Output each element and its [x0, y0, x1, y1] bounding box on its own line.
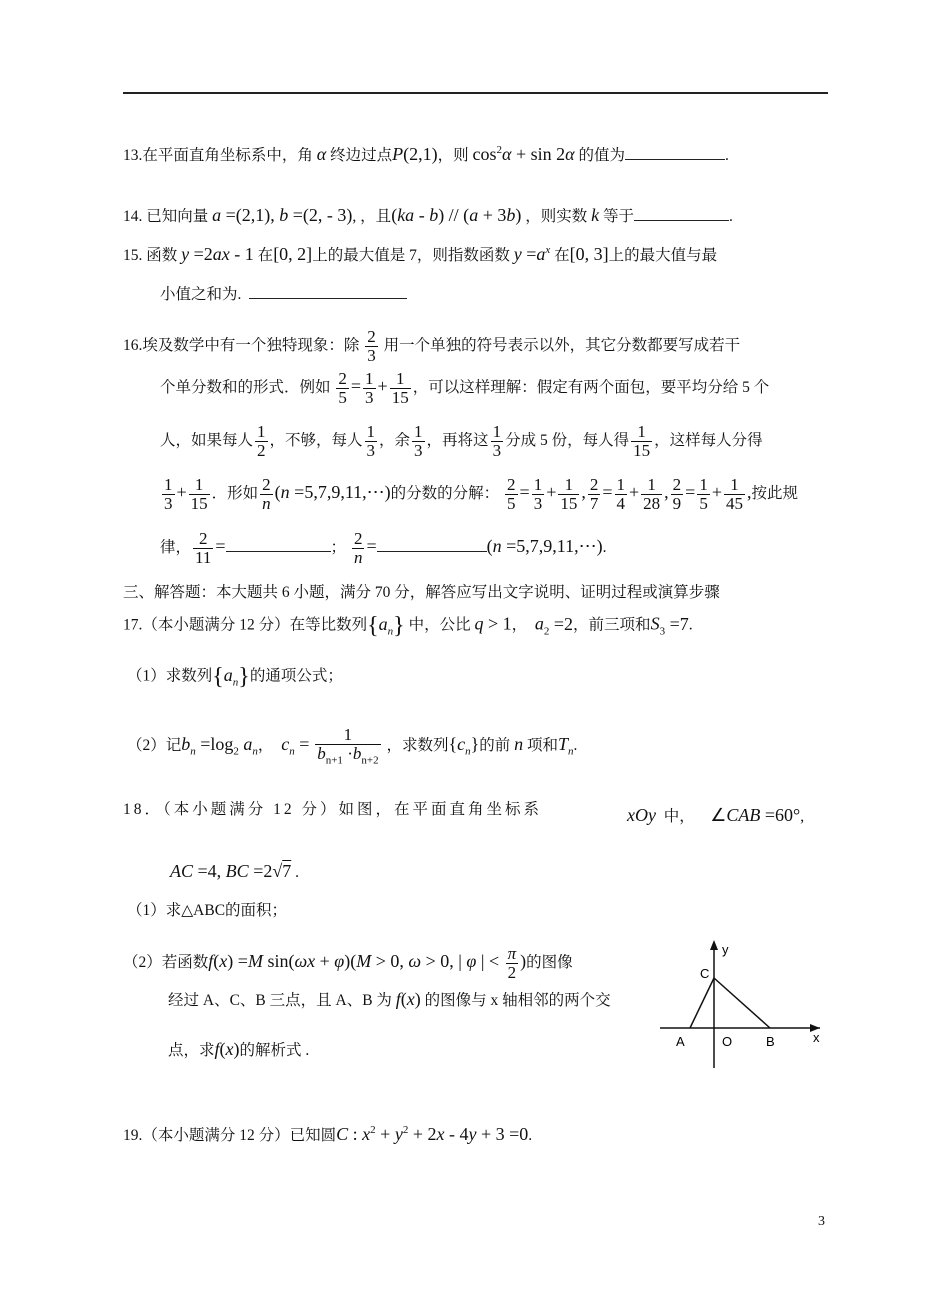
figure-y-label: y — [722, 942, 729, 957]
question-18-part-1: （1）求△ABC的面积； — [127, 902, 288, 919]
triangle-figure — [660, 938, 830, 1073]
question-17-part-1: （1）求数列$\{a_n\}$的通项公式； — [127, 664, 343, 690]
question-16-line-1: 16.埃及数学中有一个独特现象：除 $\frac{2}{3}$ 用一个单独的符号表示以外，其它分数都要写成若干 — [123, 327, 741, 365]
question-16-line-5: 律， $\frac{2}{11}$ = ； $\frac{2}{n}$ = (n =5,7,9,11,⋯). — [160, 529, 607, 567]
question-18: 18．（本小题满分 12 分）如图，在平面直角坐标系 — [123, 801, 543, 818]
question-16-line-2: 个单分数和的形式．例如 $\frac{2}{5}$ = $\frac{1}{3}$ + $\frac{1}{15}$ ，可以这样理解：假定有两个面包，要平均分给 5 个 — [160, 369, 770, 407]
question-16-line-3: 人，如果每人 $\frac{1}{2}$ ，不够，每人 $\frac{1}{3}$ ，余 $\frac{1}{3}$ ，再将这 $\frac{1}{3}$ 分成 5 份，每人得 $\frac{1}{15}$ ，这样每人分得 — [160, 422, 763, 460]
question-13: 13.在平面直角坐标系中，角 α 终边过点P(2,1)，则 $\cos^2\alpha + \sin 2\alpha$ 的值为 . — [123, 144, 729, 164]
question-18-coord: xOy 中， ∠CAB =60°, — [627, 805, 805, 825]
figure-b-label: B — [766, 1034, 775, 1049]
figure-a-label: A — [676, 1034, 685, 1049]
figure-o-label: O — [722, 1034, 733, 1049]
question-17-part-2: （2）记$b_n =\log_2$ $a_n$， $c_n$ = $\frac{1}{b_{n+1} \cdot b_{n+2}}$ ，求数列$\{c_n\}$的前 n 项和$T_n$. — [127, 725, 578, 767]
question-18-part-2-line-3: 点，求f(x)的解析式 . — [168, 1039, 310, 1059]
question-18-part-2-line-1: （2）若函数f(x) =M sin(ωx + φ)(M > 0, ω > 0, | φ | < $\frac{\pi}{2}$ )的图像 — [123, 944, 573, 982]
question-14: 14. 已知向量 a =(2,1), b =(2, - 3), ，且(ka - b) // (a + 3b) ，则实数 k 等于 . — [123, 205, 733, 225]
section-3-heading: 三、解答题：本大题共 6 小题，满分 70 分，解答应写出文字说明、证明过程或演算步骤 — [123, 584, 720, 601]
question-15-line-2: 小值之和为. — [160, 284, 407, 303]
header-rule — [123, 92, 828, 94]
question-15-line-1: 15. 函数 y =2ax - 1 在[0, 2]上的最大值是 7，则指数函数 $y =a^x$ 在[0, 3]上的最大值与最 — [123, 244, 718, 264]
question-18-part-2-line-2: 经过 A、C、B 三点，且 A、B 为 f(x) 的图像与 x 轴相邻的两个交 — [168, 989, 611, 1009]
page-number: 3 — [818, 1214, 825, 1229]
figure-c-label: C — [700, 966, 710, 981]
question-19: 19.（本小题满分 12 分）已知圆C : $x^2 + y^2 + 2x - 4y + 3 =0$. — [123, 1124, 533, 1144]
question-16-line-4: $\frac{1}{3}$ + $\frac{1}{15}$ ．形如 $\frac{2}{n}$ (n =5,7,9,11,⋯)的分数的分解： $\frac{2}{5}$ = $\frac{1}{3}$ + $\frac{1}{15}$ , $\frac{2}{7}$ = $\frac{1}{4}$ + $\frac{1}{28}$ , $\frac{2}{9}$ = $\frac{1}{5}$ + $\frac{1}{45}$ ,按此规 — [164, 475, 798, 513]
figure-x-label: x — [813, 1030, 820, 1045]
question-18-given: AC =4, BC =2√7 . — [170, 861, 299, 881]
question-17: 17.（本小题满分 12 分）在等比数列$\{a_n\}$ 中，公比 q > 1， $a_2 =2$，前三项和$S_3 =7$. — [123, 613, 693, 639]
